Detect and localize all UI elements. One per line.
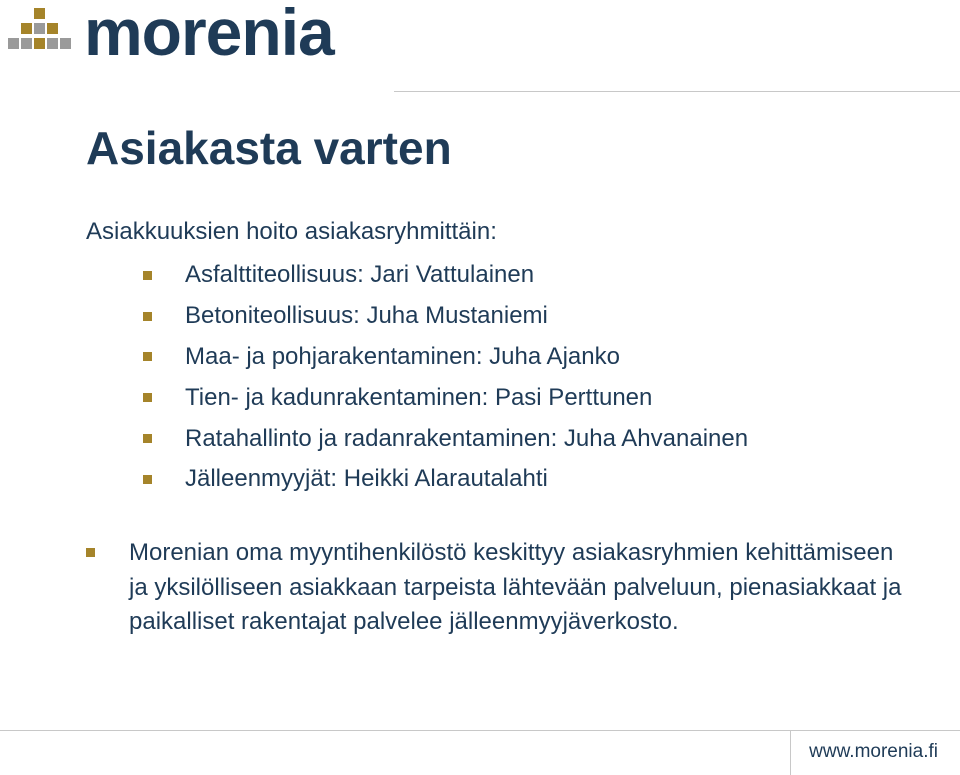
main-point <box>86 536 956 640</box>
list-item <box>143 418 748 459</box>
slide-title: Asiakasta varten <box>86 122 452 174</box>
square-bullet-icon <box>143 352 152 361</box>
footer-divider <box>0 730 960 731</box>
square-bullet-icon <box>143 271 152 280</box>
logo-wordmark: morenia <box>84 0 334 69</box>
list-item-label: Jälleenmyyjät: Heikki Alarautalahti <box>185 465 548 493</box>
list-item <box>143 296 748 337</box>
list-item <box>143 459 748 500</box>
logo-squares-icon <box>6 2 68 58</box>
morenia-logo <box>6 0 334 69</box>
square-bullet-icon <box>86 548 95 557</box>
list-item-label: Ratahallinto ja radanrakentaminen: Juha Ahvanainen <box>185 424 749 452</box>
list-item-label: Maa- ja pohjarakentaminen: Juha Ajanko <box>185 342 620 370</box>
header-divider <box>394 91 960 92</box>
list-item-label: Tien- ja kadunrakentaminen: Pasi Perttunen <box>185 383 653 411</box>
list-item <box>143 255 748 296</box>
list-item <box>143 337 748 378</box>
square-bullet-icon <box>143 434 152 443</box>
list-item-label: Betoniteollisuus: Juha Mustaniemi <box>185 302 548 330</box>
square-bullet-icon <box>143 393 152 402</box>
main-point-text: Morenian oma myyntihenkilöstö keskittyy asiakasryhmien kehittämiseen ja yksilölliseen asiakkaan tarpeista lähtevään palveluun, pienasiakkaat ja paikalliset rakentajat palvelee jälleenmyyjäverkosto. <box>129 539 902 635</box>
footer-vertical-divider <box>790 730 791 775</box>
list-item-label: Asfalttiteollisuus: Jari Vattulainen <box>185 261 535 289</box>
square-bullet-icon <box>143 475 152 484</box>
list-item <box>143 377 748 418</box>
intro-text: Asiakkuuksien hoito asiakasryhmittäin: <box>86 218 497 245</box>
footer-url[interactable]: www.morenia.fi <box>809 741 938 762</box>
square-bullet-icon <box>143 312 152 321</box>
customer-group-list <box>143 255 748 500</box>
